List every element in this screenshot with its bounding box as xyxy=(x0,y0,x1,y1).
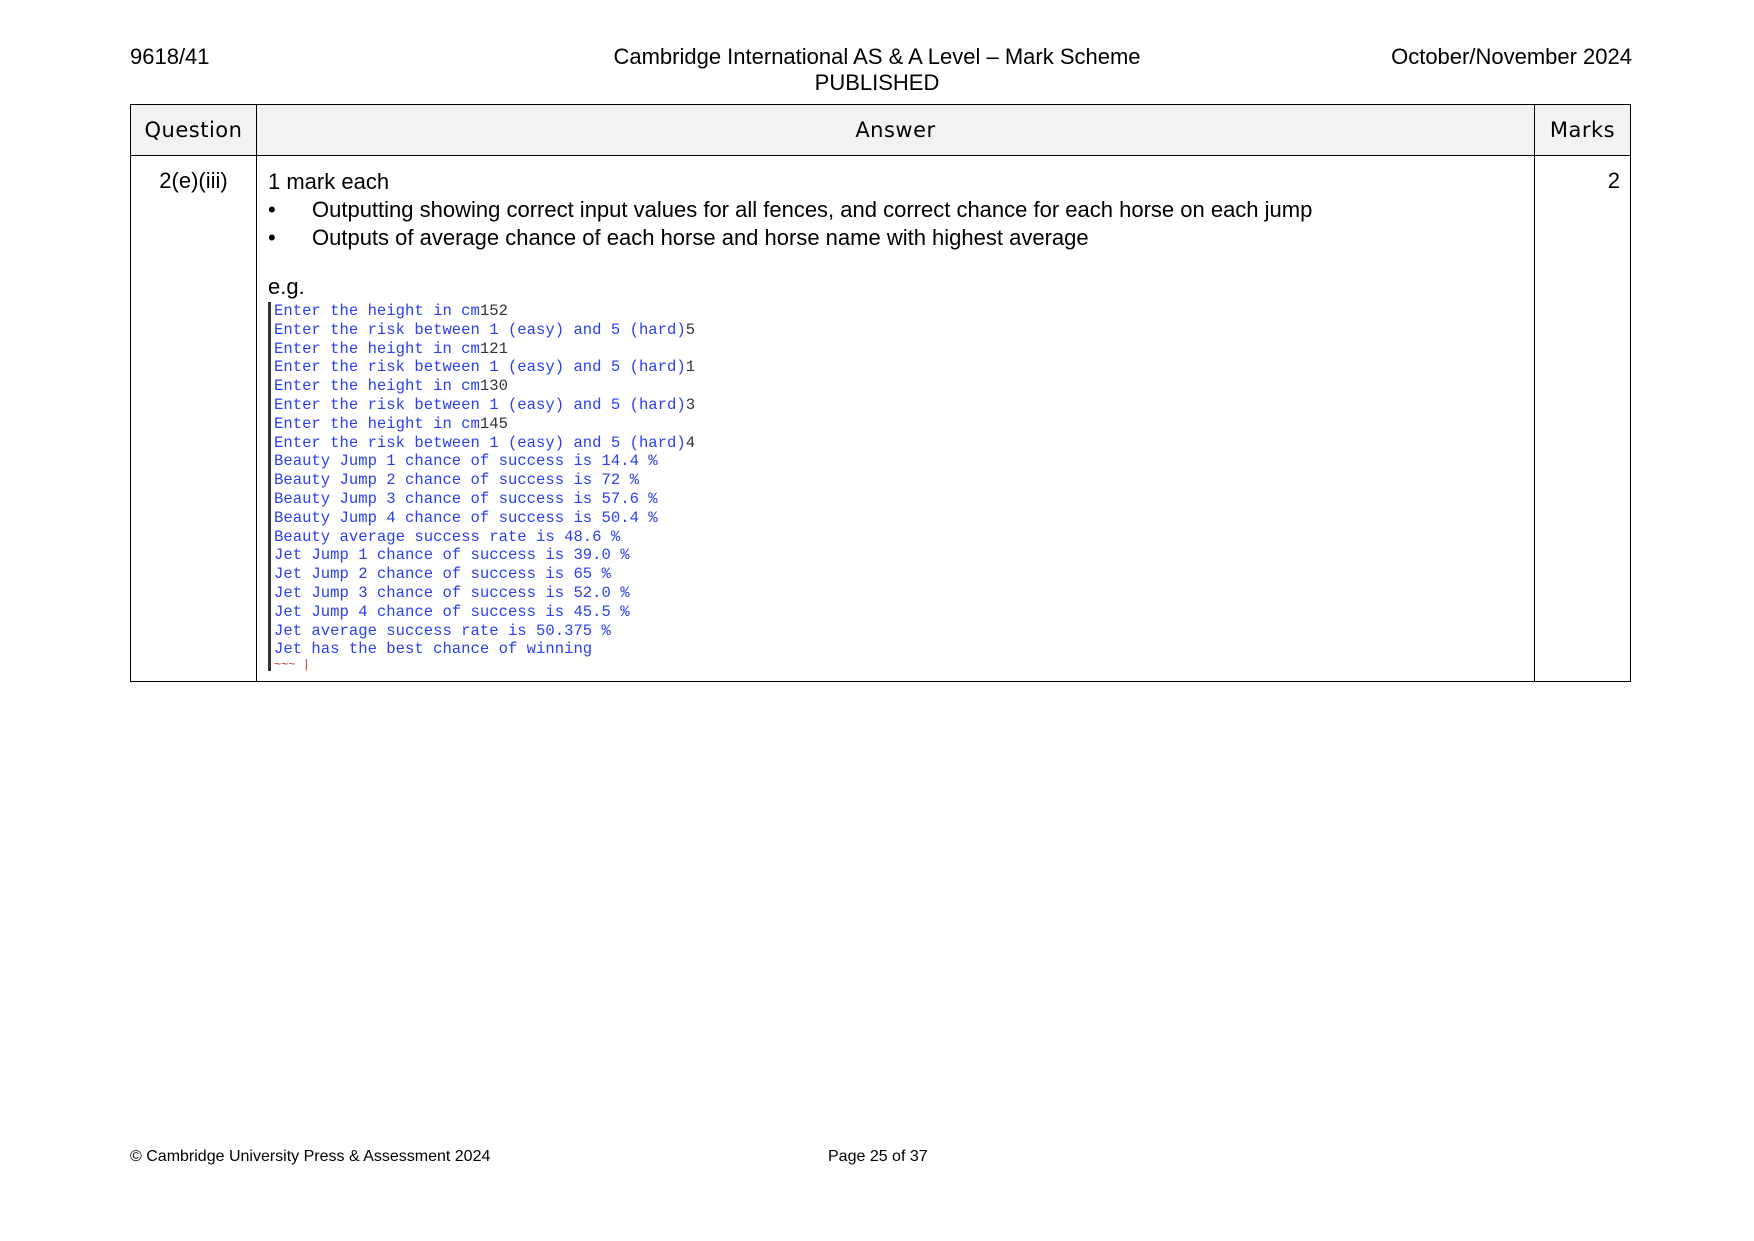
console-line xyxy=(274,434,1524,453)
console-input-value: 152 xyxy=(479,302,508,320)
console-line xyxy=(274,415,1524,434)
title-line: Cambridge International AS & A Level – Mark Scheme xyxy=(613,44,1141,69)
mark-scheme-table xyxy=(130,104,1631,682)
console-line xyxy=(274,546,1524,565)
console-line xyxy=(274,321,1524,340)
console-prompt: Beauty Jump 1 chance of success is 14.4 % xyxy=(274,452,658,471)
answer-cell xyxy=(257,156,1535,682)
console-cursor: ~~~ | xyxy=(274,658,311,673)
console-line xyxy=(274,622,1524,641)
published-label: PUBLISHED xyxy=(814,70,940,95)
console-input-value: 4 xyxy=(685,433,696,452)
console-prompt: Enter the height in cm xyxy=(274,339,480,358)
console-input-value: 5 xyxy=(685,320,696,339)
console-line xyxy=(274,603,1524,622)
paper-code: 9618/41 xyxy=(130,44,210,69)
console-line xyxy=(274,509,1524,528)
console-input-value: 130 xyxy=(479,377,508,396)
console-prompt: Beauty average success rate is 48.6 % xyxy=(274,527,621,546)
question-number: 2(e)(iii) xyxy=(131,156,257,682)
bullet-item: • Outputting showing correct input values for all fences, and correct chance for each horse on each jump xyxy=(268,196,1524,224)
console-prompt: Beauty Jump 4 chance of success is 50.4 % xyxy=(274,508,658,527)
marks-column-header: Marks xyxy=(1535,105,1631,156)
console-prompt: Jet Jump 1 chance of success is 39.0 % xyxy=(274,546,630,565)
page-number: Page 25 of 37 xyxy=(828,1148,928,1165)
copyright-footer: © Cambridge University Press & Assessment 2024 xyxy=(130,1148,491,1165)
console-input-value: 3 xyxy=(685,395,696,414)
marks-value: 2 xyxy=(1535,156,1631,682)
console-output xyxy=(268,302,1524,671)
console-line xyxy=(274,377,1524,396)
console-prompt: Enter the height in cm xyxy=(274,302,480,320)
console-prompt: Jet average success rate is 50.375 % xyxy=(274,621,611,640)
answer-lead: 1 mark each xyxy=(268,169,390,194)
console-line xyxy=(274,471,1524,490)
console-prompt: Enter the risk between 1 (easy) and 5 (hard) xyxy=(274,433,686,452)
console-prompt: Jet Jump 3 chance of success is 52.0 % xyxy=(274,583,630,602)
answer-bullets xyxy=(268,196,1524,252)
console-line xyxy=(274,490,1524,509)
console-line xyxy=(274,396,1524,415)
bullet-item: • Outputs of average chance of each horse and horse name with highest average xyxy=(268,224,1524,252)
console-prompt: Beauty Jump 3 chance of success is 57.6 % xyxy=(274,489,658,508)
console-line xyxy=(274,340,1524,359)
console-prompt: Jet Jump 2 chance of success is 65 % xyxy=(274,565,611,584)
table-row xyxy=(131,156,1631,682)
console-line xyxy=(274,528,1524,547)
console-line xyxy=(274,565,1524,584)
console-prompt: Enter the risk between 1 (easy) and 5 (hard) xyxy=(274,395,686,414)
console-prompt: Enter the risk between 1 (easy) and 5 (hard) xyxy=(274,320,686,339)
console-prompt: Jet Jump 4 chance of success is 45.5 % xyxy=(274,602,630,621)
exam-session: October/November 2024 xyxy=(1391,44,1632,69)
console-input-value: 1 xyxy=(685,358,696,377)
console-input-value: 145 xyxy=(479,414,508,433)
table-header-row xyxy=(131,105,1631,156)
console-line xyxy=(274,452,1524,471)
question-column-header: Question xyxy=(131,105,257,156)
console-input-value: 121 xyxy=(479,339,508,358)
console-line xyxy=(274,302,1524,321)
console-prompt: Jet has the best chance of winning xyxy=(274,640,593,659)
console-prompt: Beauty Jump 2 chance of success is 72 % xyxy=(274,471,639,490)
console-prompt: Enter the height in cm xyxy=(274,377,480,396)
console-prompt: Enter the height in cm xyxy=(274,414,480,433)
example-label: e.g. xyxy=(268,274,305,299)
console-line xyxy=(274,358,1524,377)
answer-column-header: Answer xyxy=(257,105,1535,156)
console-line xyxy=(274,584,1524,603)
console-line xyxy=(274,640,1524,659)
console-prompt: Enter the risk between 1 (easy) and 5 (hard) xyxy=(274,358,686,377)
